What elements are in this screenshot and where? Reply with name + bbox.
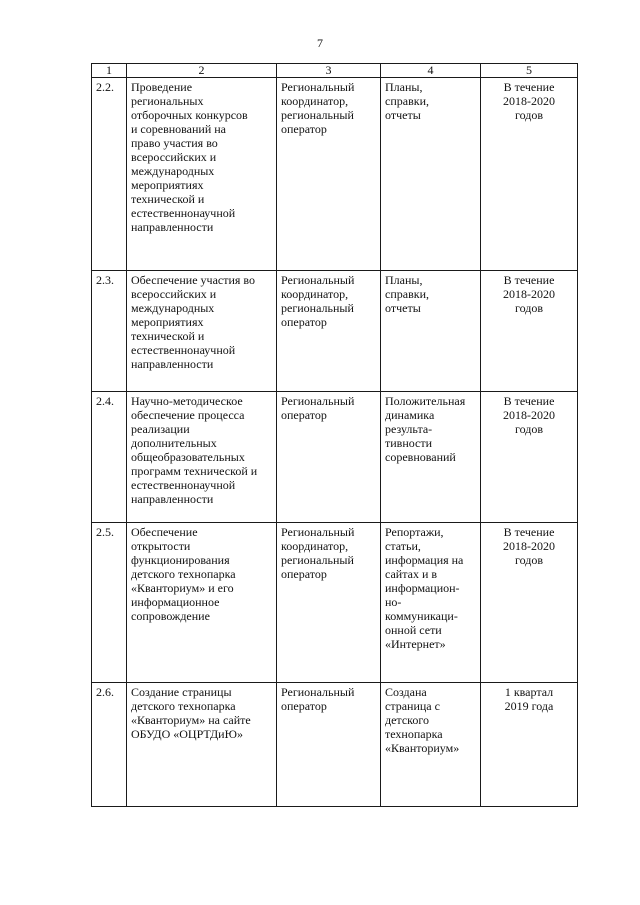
row-number: 2.4. — [92, 392, 127, 523]
activity-cell: Обеспечение участия во всероссийских и международных мероприятиях технической и естественнонаучной направленности — [127, 271, 277, 392]
table-row — [92, 523, 578, 683]
deadline-cell: В течение 2018-2020 годов — [481, 523, 578, 683]
deadline-cell: В течение 2018-2020 годов — [481, 271, 578, 392]
row-number: 2.6. — [92, 683, 127, 807]
responsible-cell: Региональный координатор, региональный оператор — [277, 271, 381, 392]
result-cell: Создана страница с детского технопарка «Кванториум» — [381, 683, 481, 807]
result-cell: Репортажи, статьи, информация на сайтах и в информацион- но- коммуникаци- онной сети «Интернет» — [381, 523, 481, 683]
result-cell: Планы, справки, отчеты — [381, 78, 481, 271]
page-number: 7 — [317, 36, 323, 50]
row-number: 2.5. — [92, 523, 127, 683]
result-cell: Положительная динамика результа- тивности соревнований — [381, 392, 481, 523]
column-header-deadline: 5 — [481, 64, 578, 78]
table-row — [92, 683, 578, 807]
responsible-cell: Региональный координатор, региональный оператор — [277, 523, 381, 683]
column-header-responsible: 3 — [277, 64, 381, 78]
column-header-activity: 2 — [127, 64, 277, 78]
result-cell: Планы, справки, отчеты — [381, 271, 481, 392]
responsible-cell: Региональный координатор, региональный оператор — [277, 78, 381, 271]
column-header-result: 4 — [381, 64, 481, 78]
deadline-cell: В течение 2018-2020 годов — [481, 78, 578, 271]
deadline-cell: В течение 2018-2020 годов — [481, 392, 578, 523]
activity-cell: Проведение региональных отборочных конкурсов и соревнований на право участия во всероссийских и международных мероприятиях технической и естественнонаучной направленности — [127, 78, 277, 271]
activity-cell: Создание страницы детского технопарка «Кванториум» на сайте ОБУДО «ОЦРТДиЮ» — [127, 683, 277, 807]
row-number: 2.2. — [92, 78, 127, 271]
responsible-cell: Региональный оператор — [277, 683, 381, 807]
row-number: 2.3. — [92, 271, 127, 392]
responsible-cell: Региональный оператор — [277, 392, 381, 523]
table-row — [92, 78, 578, 271]
activity-cell: Научно-методическое обеспечение процесса реализации дополнительных общеобразовательных программ технической и естественнонаучной направленности — [127, 392, 277, 523]
table-row — [92, 392, 578, 523]
table-header-row — [92, 64, 578, 78]
activity-plan-table — [91, 63, 578, 807]
table-row — [92, 271, 578, 392]
activity-cell: Обеспечение открытости функционирования детского технопарка «Кванториум» и его информационное сопровождение — [127, 523, 277, 683]
deadline-cell: 1 квартал 2019 года — [481, 683, 578, 807]
column-header-number: 1 — [92, 64, 127, 78]
